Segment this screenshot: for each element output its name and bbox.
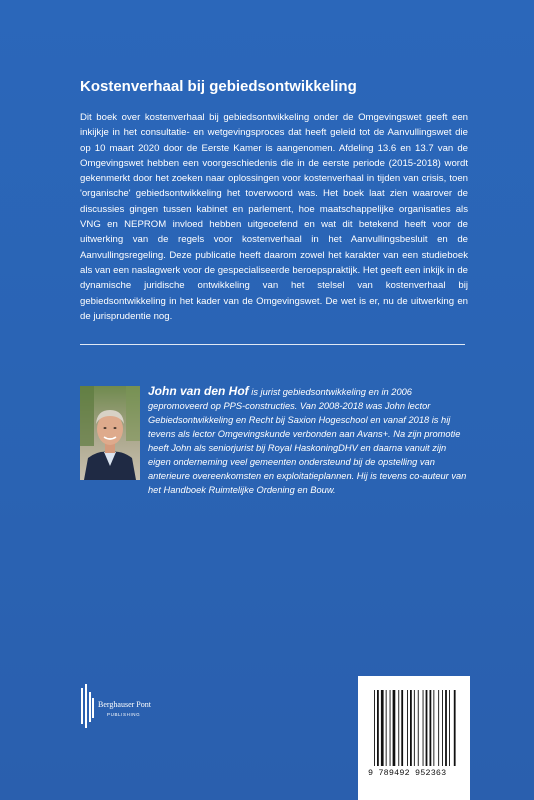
barcode-bar [398, 690, 399, 766]
publisher-subtitle: PUBLISHING [107, 712, 141, 717]
author-photo [80, 386, 140, 480]
barcode-bar [410, 690, 412, 766]
barcode-bar [442, 690, 443, 766]
barcode-bar [374, 690, 375, 766]
barcode [358, 676, 470, 800]
book-title: Kostenverhaal bij gebiedsontwikkeling [80, 78, 357, 95]
barcode-bar [433, 690, 434, 766]
section-divider [80, 344, 465, 345]
publisher-logo [80, 684, 200, 728]
barcode-bar [393, 690, 396, 766]
publisher-mark-icon [80, 684, 96, 728]
barcode-bar [381, 690, 384, 766]
barcode-bar [390, 690, 391, 766]
publisher-name: Berghauser Pont [98, 700, 151, 709]
barcode-bar [377, 690, 379, 766]
barcode-bars [372, 690, 456, 766]
barcode-bar [414, 690, 415, 766]
barcode-bar [407, 690, 408, 766]
book-description: Dit boek over kostenverhaal bij gebiedsontwikkeling onder de Omgevingswet geeft een inkijkje in het consultatie- en wetgevingsproces dat heeft geleid tot de Aanvullingswet die op 10 maart 2020 door de Eerste Kamer is aangenomen. Afdeling 13.6 en 13.7 van de Omgevingswet hebben een voorgeschiedenis die in de eerste periode (2015-2018) wordt gekenmerkt door het zoeken naar oplossingen voor kostenverhaal in tijden van crisis, toen 'organische' gebiedsontwikkeling het toverwoord was. Het boek laat zien waarover de discussies gingen tussen kabinet en parlement, hoe maatschappelijke organisaties als VNG en NEPROM invloed hebben uitgeoefend en wat dit betekend heeft voor de uitwerking van de regels voor kostenverhaal in het Aanvullingsbesluit en de Aanvullingsregeling. Deze publicatie heeft daarom zowel het karakter van een studieboek als van een naslagwerk voor de gespecialiseerde beroepspraktijk. Het geeft een inkijk in de dynamische juridische ontwikkeling van het stelsel van kostenverhaal bij gebiedsontwikkeling in het kader van de Omgevingswet. De wet is er, nu de uitwerking en de jurisprudentie nog. [80, 112, 468, 322]
author-bio [148, 384, 468, 497]
author-name: John van den Hof [148, 384, 249, 398]
barcode-bar [426, 690, 428, 766]
barcode-bar [449, 690, 450, 766]
barcode-bar [423, 690, 424, 766]
isbn-number: 9 789492 952363 [368, 768, 447, 778]
barcode-bar [386, 690, 387, 766]
author-bio-text: is jurist gebiedsontwikkeling en in 2006 gepromoveerd op PPS-constructies. Van 2008-2018 was John lector Gebiedsontwikkeling en Recht bij Saxion Hogeschool en vanaf 2018 is hij tevens als lector Omgevingskunde verbonden aan Avans+. Na zijn promotie heeft John als seniorjurist bij Royal HaskoningDHV en daarna vanuit zijn eigen onderneming veel gemeenten ondersteund bij de opstelling van anterieure overeenkomsten en exploitatieplannen. Hij is tevens co-auteur van het Handboek Ruimtelijke Ordening en Bouw. [148, 387, 467, 495]
barcode-bar [430, 690, 432, 766]
barcode-bar [454, 690, 456, 766]
barcode-bar [445, 690, 447, 766]
barcode-bar [438, 690, 439, 766]
barcode-bar [418, 690, 419, 766]
barcode-bar [401, 690, 403, 766]
